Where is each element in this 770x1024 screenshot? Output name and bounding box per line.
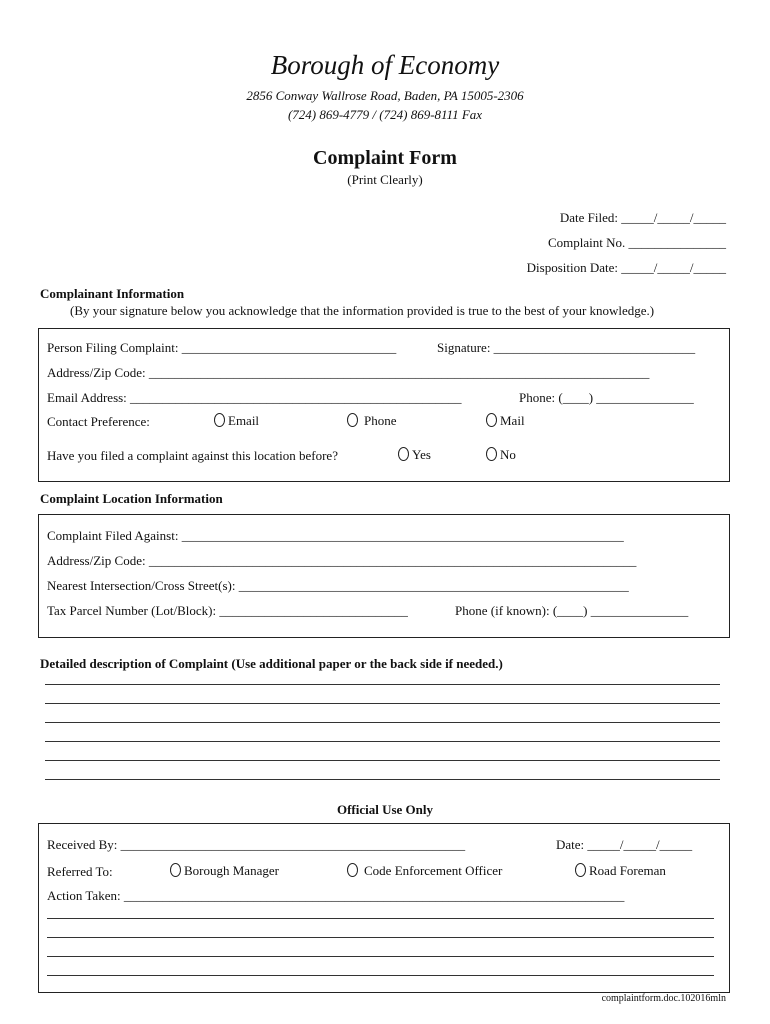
action-taken-field[interactable]: Action Taken: _____________________________________________________________________________ (47, 888, 625, 903)
complainant-heading: Complainant Information (40, 286, 185, 301)
option-label: Road Foreman (589, 863, 666, 878)
description-line[interactable] (45, 684, 720, 685)
filed-against-field[interactable]: Complaint Filed Against: ____________________________________________________________________ (47, 528, 624, 543)
action-taken-line[interactable] (47, 956, 714, 957)
disposition-date-field[interactable]: Disposition Date: _____/_____/_____ (526, 260, 726, 275)
intersection-field[interactable]: Nearest Intersection/Cross Street(s): ____________________________________________________________ (47, 578, 629, 593)
location-phone-field[interactable]: Phone (if known): (____) _______________ (455, 603, 689, 618)
description-line[interactable] (45, 779, 720, 780)
option-label: Yes (412, 447, 431, 462)
description-heading: Detailed description of Complaint (Use additional paper or the back side if needed.) (40, 656, 503, 671)
prior-yes-option[interactable] (398, 447, 431, 463)
description-line[interactable] (45, 722, 720, 723)
prior-complaint-question: Have you filed a complaint against this location before? (47, 448, 338, 463)
borough-phones: (724) 869-4779 / (724) 869-8111 Fax (287, 107, 483, 122)
borough-name: Borough of Economy (270, 50, 500, 80)
contact-phone-option[interactable] (347, 413, 397, 429)
complainant-phone-field[interactable]: Phone: (____) _______________ (519, 390, 694, 405)
referred-to-label: Referred To: (47, 864, 113, 879)
complainant-note: (By your signature below you acknowledge that the information provided is true to the best of your knowledge.) (70, 303, 655, 318)
official-date-field[interactable]: Date: _____/_____/_____ (556, 837, 693, 852)
location-address-field[interactable]: Address/Zip Code: ___________________________________________________________________________ (47, 553, 637, 568)
description-line[interactable] (45, 760, 720, 761)
option-label: Borough Manager (184, 863, 279, 878)
document-id: complaintform.doc.102016mln (601, 993, 726, 1004)
referred-manager-option[interactable] (170, 863, 279, 879)
received-by-field[interactable]: Received By: _____________________________________________________ (47, 837, 466, 852)
person-filing-field[interactable]: Person Filing Complaint: _________________________________ (47, 340, 397, 355)
description-line[interactable] (45, 741, 720, 742)
form-subtitle: (Print Clearly) (347, 172, 423, 187)
signature-field[interactable]: Signature: _______________________________ (437, 340, 696, 355)
prior-no-option[interactable] (486, 447, 516, 463)
borough-address: 2856 Conway Wallrose Road, Baden, PA 15005-2306 (246, 88, 524, 103)
radio-circle-icon[interactable] (347, 863, 358, 877)
action-taken-line[interactable] (47, 918, 714, 919)
date-filed-field[interactable]: Date Filed: _____/_____/_____ (559, 210, 726, 225)
official-use-heading: Official Use Only (336, 802, 434, 817)
option-label: Email (228, 413, 260, 428)
referred-road-foreman-option[interactable] (575, 863, 666, 879)
radio-circle-icon[interactable] (214, 413, 225, 427)
radio-circle-icon[interactable] (398, 447, 409, 461)
option-label: Code Enforcement Officer (364, 863, 503, 878)
form-title: Complaint Form (313, 147, 457, 169)
option-label: Phone (364, 413, 397, 428)
contact-mail-option[interactable] (486, 413, 525, 429)
radio-circle-icon[interactable] (486, 447, 497, 461)
contact-preference-label: Contact Preference: (47, 414, 150, 429)
radio-circle-icon[interactable] (347, 413, 358, 427)
contact-email-option[interactable] (214, 413, 259, 429)
location-heading: Complaint Location Information (40, 491, 223, 506)
description-line[interactable] (45, 703, 720, 704)
complainant-address-field[interactable]: Address/Zip Code: _____________________________________________________________________________ (47, 365, 650, 380)
action-taken-line[interactable] (47, 975, 714, 976)
email-field[interactable]: Email Address: ___________________________________________________ (47, 390, 462, 405)
tax-parcel-field[interactable]: Tax Parcel Number (Lot/Block): _____________________________ (47, 603, 408, 618)
option-label: Mail (500, 413, 525, 428)
action-taken-line[interactable] (47, 937, 714, 938)
radio-circle-icon[interactable] (486, 413, 497, 427)
radio-circle-icon[interactable] (170, 863, 181, 877)
radio-circle-icon[interactable] (575, 863, 586, 877)
referred-code-officer-option[interactable] (347, 863, 502, 879)
complaint-number-field[interactable]: Complaint No. _______________ (547, 235, 726, 250)
option-label: No (500, 447, 516, 462)
